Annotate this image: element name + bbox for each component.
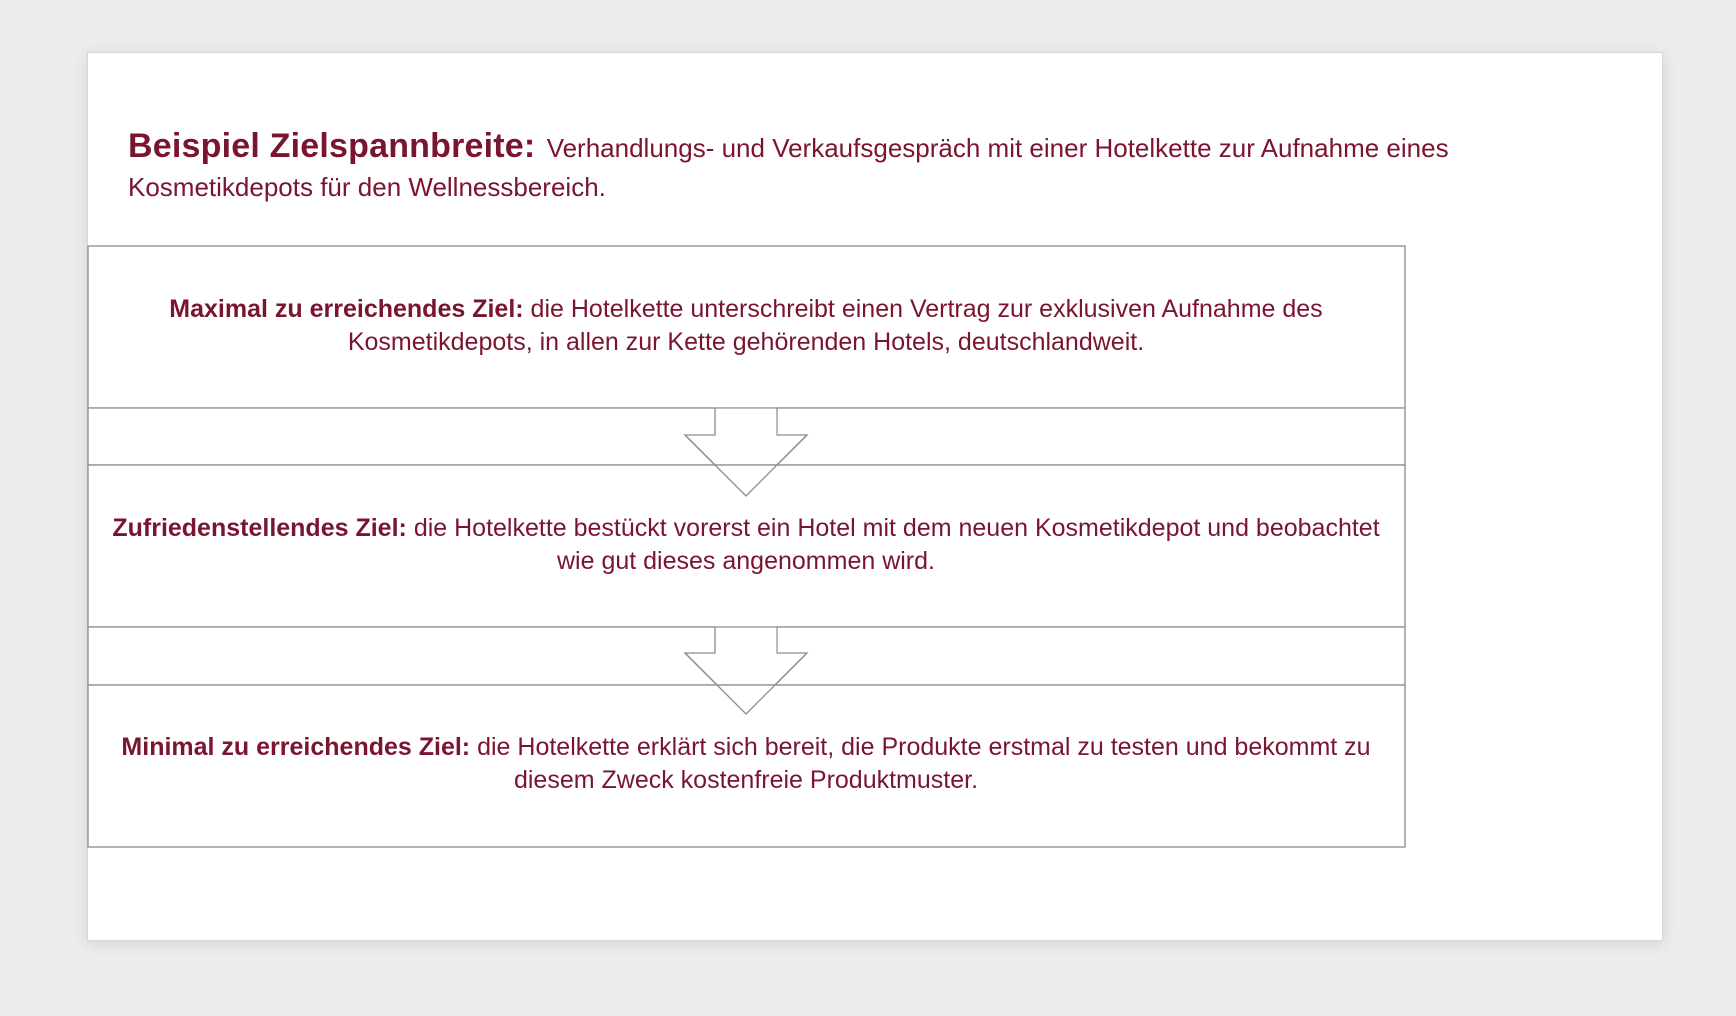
step-text: die Hotelkette erklärt sich bereit, die Produkte erstmal zu testen und bekommt zu diesem Zweck kostenfreie Produktmuster.	[477, 733, 1371, 794]
step-label: Maximal zu erreichendes Ziel:	[169, 295, 524, 323]
step-min	[96, 731, 1396, 797]
step-text: die Hotelkette bestückt vorerst ein Hotel mit dem neuen Kosmetikdepot und beobachtet wie gut dieses angenommen wird.	[413, 514, 1380, 575]
step-satisfactory	[96, 512, 1396, 578]
slide	[87, 52, 1663, 941]
step-text: die Hotelkette unterschreibt einen Vertrag zur exklusiven Aufnahme des Kosmetikdepots, in allen zur Kette gehörenden Hotels, deutschlandweit.	[347, 295, 1323, 356]
step-label: Zufriedenstellendes Ziel:	[112, 514, 407, 542]
heading-text: Verhandlungs- und Verkaufsgespräch mit einer Hotelkette zur Aufnahme eines Kosmetikdepots für den Wellnessbereich.	[128, 133, 1449, 202]
step-max	[96, 293, 1396, 359]
heading-lead: Beispiel Zielspannbreite:	[128, 127, 536, 165]
goal-flow-diagram	[88, 53, 1664, 942]
step-label: Minimal zu erreichendes Ziel:	[121, 733, 471, 761]
